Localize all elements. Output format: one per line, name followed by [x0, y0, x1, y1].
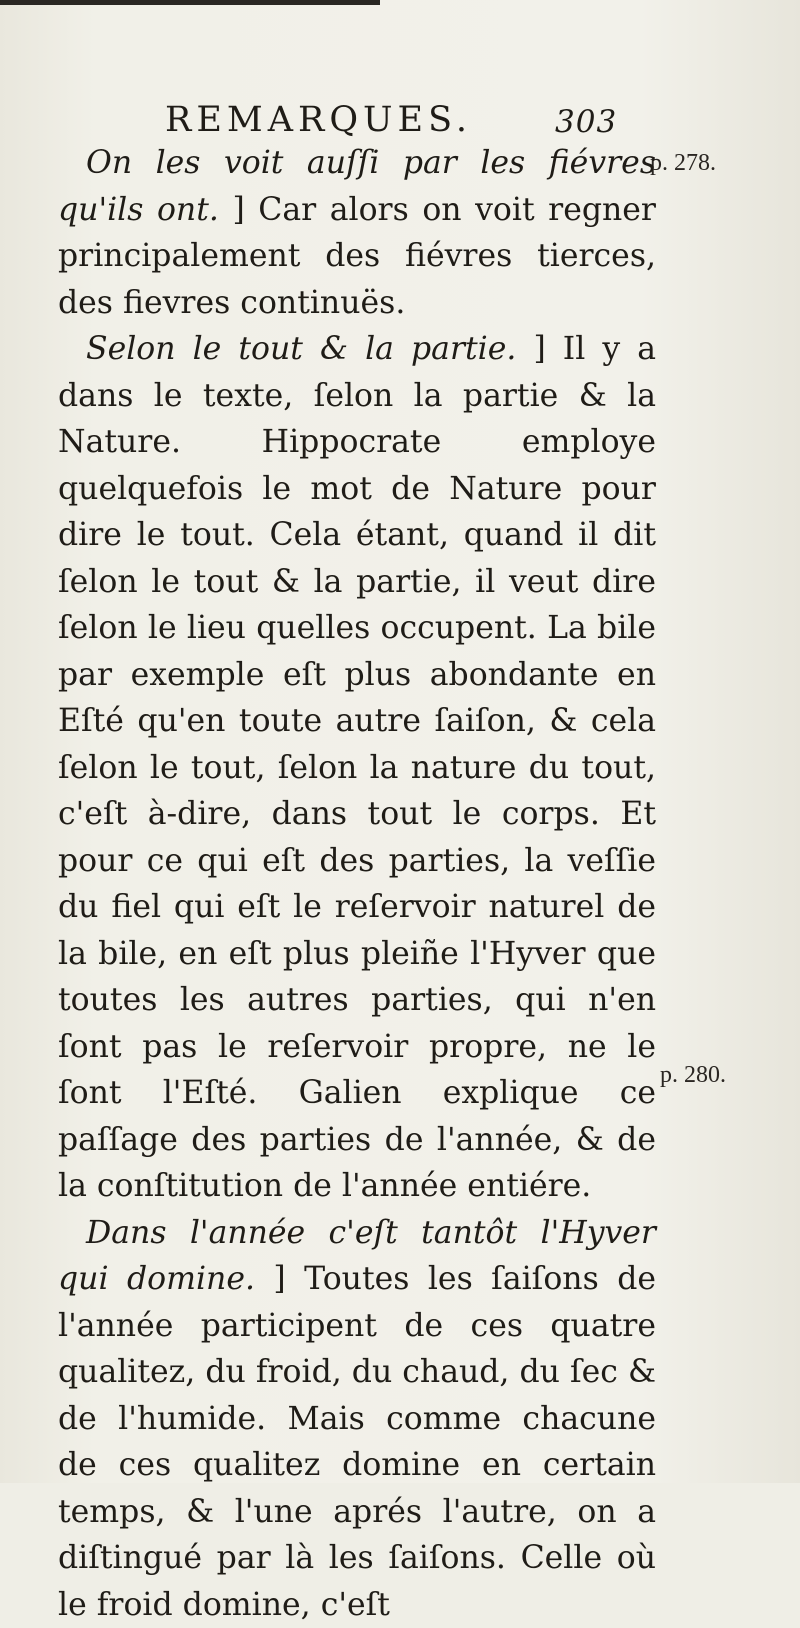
- margin-reference: p. 278.: [650, 150, 716, 177]
- margin-reference: p. 280.: [660, 1062, 726, 1089]
- commentary-text: ] Toutes les ſaiſons de l'année participent de ces quatre qualitez, du froid, du chaud, du ſec & de l'humide. Mais comme chacune de ces qualitez domine en certain temps, & l'une aprés l'autre, on a diſtingué par là les ſaiſons. Celle où le froid domine, c'eſt: [58, 1261, 656, 1623]
- page-edge-shadow: [0, 0, 380, 5]
- commentary-text: ] Car alors on voit regner principalement des fiévres tierces, des fievres continuës.: [58, 192, 656, 321]
- paragraph: [58, 140, 656, 326]
- commentary-text: ] Il y a dans le texte, ſelon la partie & la Nature. Hippocrate employe quelquefois le mot de Nature pour dire le tout. Cela étant, quand il dit ſelon le tout & la partie, il veut dire ſelon le lieu quelles occupent. La bile par exemple eſt plus abondante en Eſté qu'en toute autre ſaiſon, & cela ſelon le tout, ſelon la nature du tout, c'eſt à-dire, dans tout le corps. Et pour ce qui eſt des parties, la veſſie du fiel qui eſt le reſervoir naturel de la bile, en eſt plus pleiñe l'Hyver que toutes les autres parties, qui n'en ſont pas le reſervoir propre, ne le ſont l'Eſté. Galien explique ce paſſage des parties de l'année, & de la conſtitution de l'année entiére.: [58, 331, 656, 1204]
- lemma: Dans l'année c'eſt tantôt l'Hyver qui domine.: [58, 1215, 656, 1298]
- running-title: REMARQUES.: [165, 100, 585, 140]
- body-text: [58, 140, 656, 1628]
- page-number: 303: [555, 104, 617, 140]
- lemma: Selon le tout & la partie.: [86, 331, 516, 367]
- lemma: On les voit auſſi par les fiévres qu'ils ont.: [58, 145, 656, 228]
- paragraph: [58, 326, 656, 1210]
- paragraph: [58, 1210, 656, 1628]
